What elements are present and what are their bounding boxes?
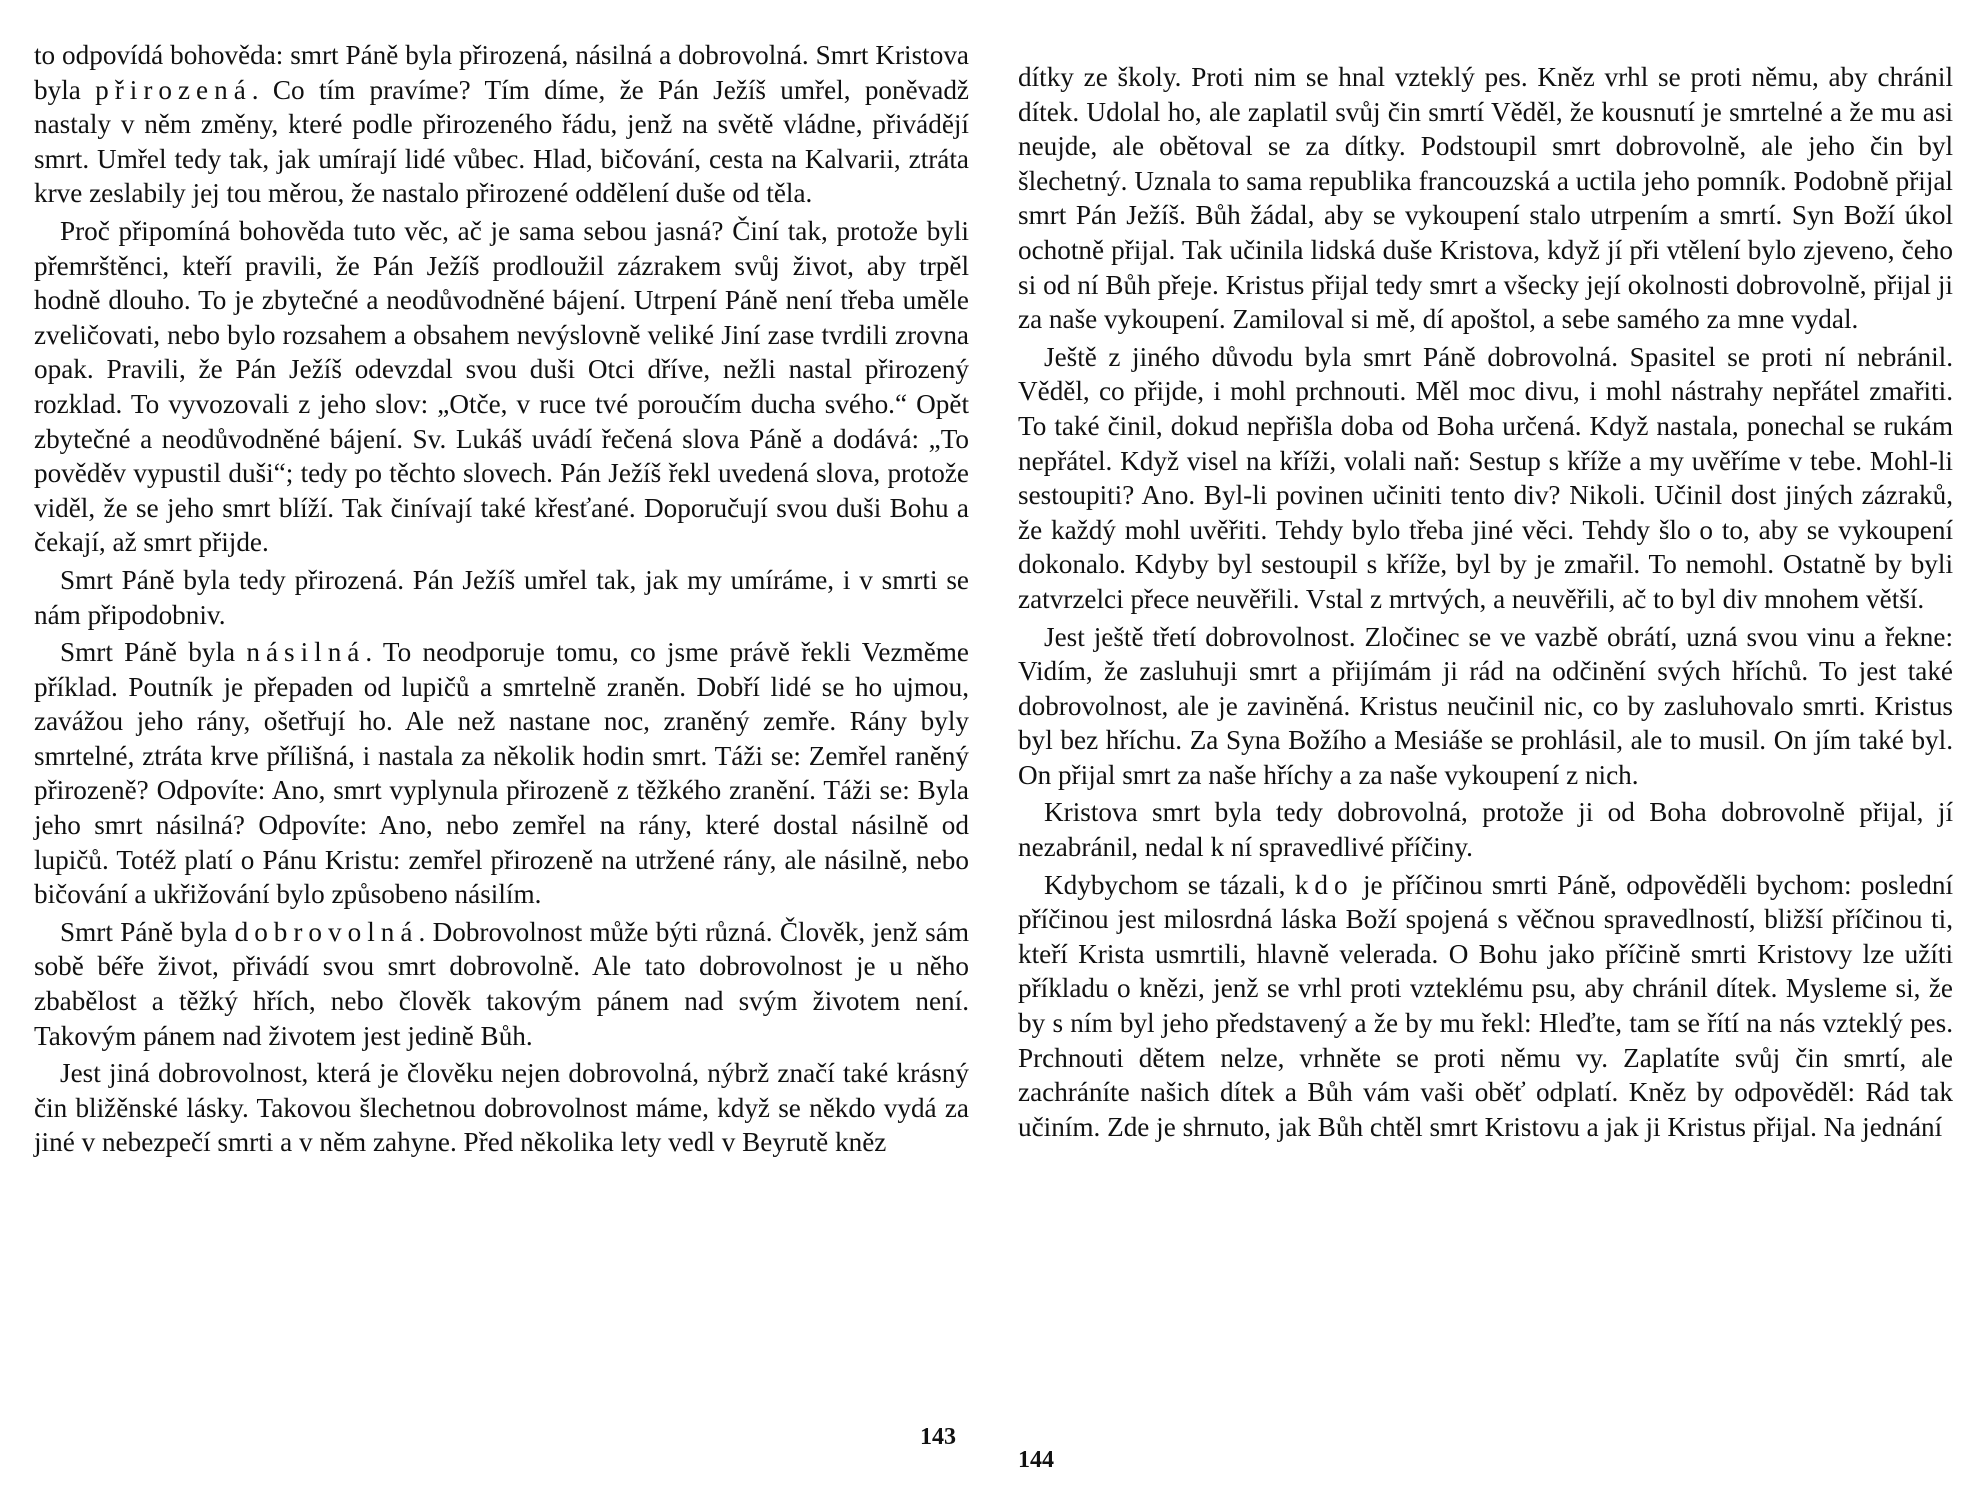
paragraph: Jest ještě třetí dobrovolnost. Zločinec se ve vazbě obrátí, uzná svou vinu a řekne: Vidím, že zasluhuji smrt a přijímám ji rád na odčinění svých hříchů. To jest také dobrovolnost, ale je zaviněná. Kristus neučinil nic, co by zasluhovalo smrti. Kristus byl bez hříchu. Za Syna Božího a Mesiáše se prohlásil, ale to musil. On jím také byl. On přijal smrt za naše hříchy a za naše vykoupení z nich. bbox=[1018, 621, 1953, 790]
paragraph: Kdybychom se tázali, kdo je příčinou smrti Páně, odpověděli bychom: poslední příčinou jest milosrdná láska Boží spojená s věčnou spravedlností, bližší příčinou ti, kteří Krista usmrtili, hlavně velerada. O Bohu jako příčině smrti Kristovy lze užíti příkladu o knězi, jenž se vrhl proti vzteklému psu, aby chránil dítek. Mysleme si, že by s ním byl jeho představený a že by mu řekl: Hleďte, tam se řítí na nás vzteklý pes. Prchnouti dětem nelze, vrhněte se proti němu vy. Zaplatíte svůj čin smrtí, ale zachráníte našich dítek a Bůh vám vaši oběť odplatí. Kněz by odpověděl: Rád tak učiním. Zde je shrnuto, jak Bůh chtěl smrt Kristovu a jak ji Kristus přijal. Na jednání bbox=[1018, 869, 1954, 1142]
paragraph: Ještě z jiného důvodu byla smrt Páně dobrovolná. Spasitel se proti ní nebránil. Věděl, co přijde, i mohl prchnouti. Měl moc divu, i mohl nástrahy nepřátel zmařiti. To také činil, dokud nepřišla doba od Boha určená. Když nastala, ponechal se rukám nepřátel. Když visel na kříži, volali naň: Sestup s kříže a my uvěříme v tebe. Mohl-li sestoupiti? Ano. Byl-li povinen učiniti tento div? Nikoli. Učinil dost jiných zázraků, že každý mohl uvěřiti. Tehdy bylo třeba jiné věci. Tehdy šlo o to, aby se vykoupení dokonalo. Kdyby byl sestoupil s kříže, byl by je zmařil. To nemohl. Ostatně by byli zatvrzelci přece neuvěřili. Vstal z mrtvých, a neuvěřili, ač to byl div mnohem větší. bbox=[1018, 341, 1953, 614]
right-page bbox=[1018, 60, 1953, 1480]
paragraph: dítky ze školy. Proti nim se hnal vzteklý pes. Kněz vrhl se proti němu, aby chránil dítek. Udolal ho, ale zaplatil svůj čin smrtí Věděl, že kousnutí je smrtelné a že mu asi neujde, ale obětoval se za dítky. Podstoupil smrt dobrovolně, ale jeho čin byl šlechetný. Uznala to sama republika francouzská a uctila jeho pomník. Podobně přijal smrt Pán Ježíš. Bůh žádal, aby se vykoupení stalo utrpením a smrtí. Syn Boží úkol ochotně přijal. Tak učinila lidská duše Kristova, když jí při vtělení bylo zjeveno, čeho si od ní Bůh přeje. Kristus přijal tedy smrt a všecky její okolnosti dobrovolně, přijal ji za naše vykoupení. Zamiloval si mě, dí apoštol, a sebe samého za mne vydal. bbox=[1018, 62, 1953, 335]
left-page bbox=[34, 38, 969, 1458]
paragraph: to odpovídá bohověda: smrt Páně byla přirozená, násilná a dobrovolná. Smrt Kristova byla přirozená. Co tím pravíme? Tím díme, že Pán Ježíš umřel, poněvadž nastaly v něm změny, které podle přirozeného řádu, jenž na světě vládne, přivádějí smrt. Umřel tedy tak, jak umírají lidé vůbec. Hlad, bičování, cesta na Kalvarii, ztráta krve zeslabily jej tou měrou, že nastalo přirozené oddělení duše od těla. bbox=[34, 40, 969, 209]
paragraph: Kristova smrt byla tedy dobrovolná, protože ji od Boha dobrovolně přijal, jí nezabránil, nedal k ní spravedlivé příčiny. bbox=[1018, 797, 1953, 863]
paragraph: Smrt Páně byla násilná. To neodporuje tomu, co jsme právě řekli Vezměme příklad. Poutník je přepaden od lupičů a smrtelně zraněn. Dobří lidé se ho ujmou, zavážou jeho rány, ošetřují ho. Ale než nastane noc, zraněný zemře. Rány byly smrtelné, ztráta krve přílišná, i nastala za několik hodin smrt. Táži se: Zemřel raněný přirozeně? Odpovíte: Ano, smrt vyplynula přirozeně z těžkého zranění. Táži se: Byla jeho smrt násilná? Odpovíte: Ano, nebo zemřel na rány, které dostal násilně od lupičů. Totéž platí o Pánu Kristu: zemřel přirozeně na utržené rány, ale násilně, nebo bičování a ukřižování bylo způsobeno násilím. bbox=[34, 637, 969, 910]
right-page-text bbox=[1018, 60, 1953, 1144]
paragraph: Jest jiná dobrovolnost, která je člověku nejen dobrovolná, nýbrž značí také krásný čin bližěnské lásky. Takovou šlechetnou dobrovolnost máme, když se někdo vydá za jiné v nebezpečí smrti a v něm zahyne. Před několika lety vedl v Beyrutě kněz bbox=[34, 1058, 969, 1158]
paragraph: Smrt Páně byla dobrovolná. Dobrovolnost může býti různá. Člověk, jenž sám sobě béře život, přivádí svou smrt dobrovolně. Ale tato dobrovolnost je u něho zbabělost a těžký hřích, nebo člověk takovým pánem nad svým životem není. Takovým pánem nad životem jest jedině Bůh. bbox=[34, 916, 969, 1051]
page-number: 144 bbox=[1018, 1447, 1054, 1473]
paragraph: Proč připomíná bohověda tuto věc, ač je sama sebou jasná? Činí tak, protože byli přemrštěnci, kteří pravili, že Pán Ježíš prodloužil zázrakem svůj život, aby trpěl hodně dlouho. To je zbytečné a neodůvodněné bájení. Utrpení Páně není třeba uměle zveličovati, nebo bylo rozsahem a obsahem nevýslovně veliké Jiní zase tvrdili zrovna opak. Pravili, že Pán Ježíš odevzdal svou duši Otci dříve, nežli nastal přirozený rozklad. To vyvozovali z jeho slov: „Otče, v ruce tvé poroučím ducha svého.“ Opět zbytečné a neodůvodněné bájení. Sv. Lukáš uvádí řečená slova Páně a dodává: „To pověděv vypustil duši“; tedy po těchto slovech. Pán Ježíš řekl uvedená slova, protože viděl, že se jeho smrt blíží. Tak činívají také křesťané. Doporučují svou duši Bohu a čekají, až smrt přijde. bbox=[34, 215, 969, 558]
page-number: 143 bbox=[920, 1424, 956, 1450]
left-page-text bbox=[34, 38, 969, 1160]
paragraph: Smrt Páně byla tedy přirozená. Pán Ježíš umřel tak, jak my umíráme, i v smrti se nám připodobniv. bbox=[34, 564, 969, 630]
